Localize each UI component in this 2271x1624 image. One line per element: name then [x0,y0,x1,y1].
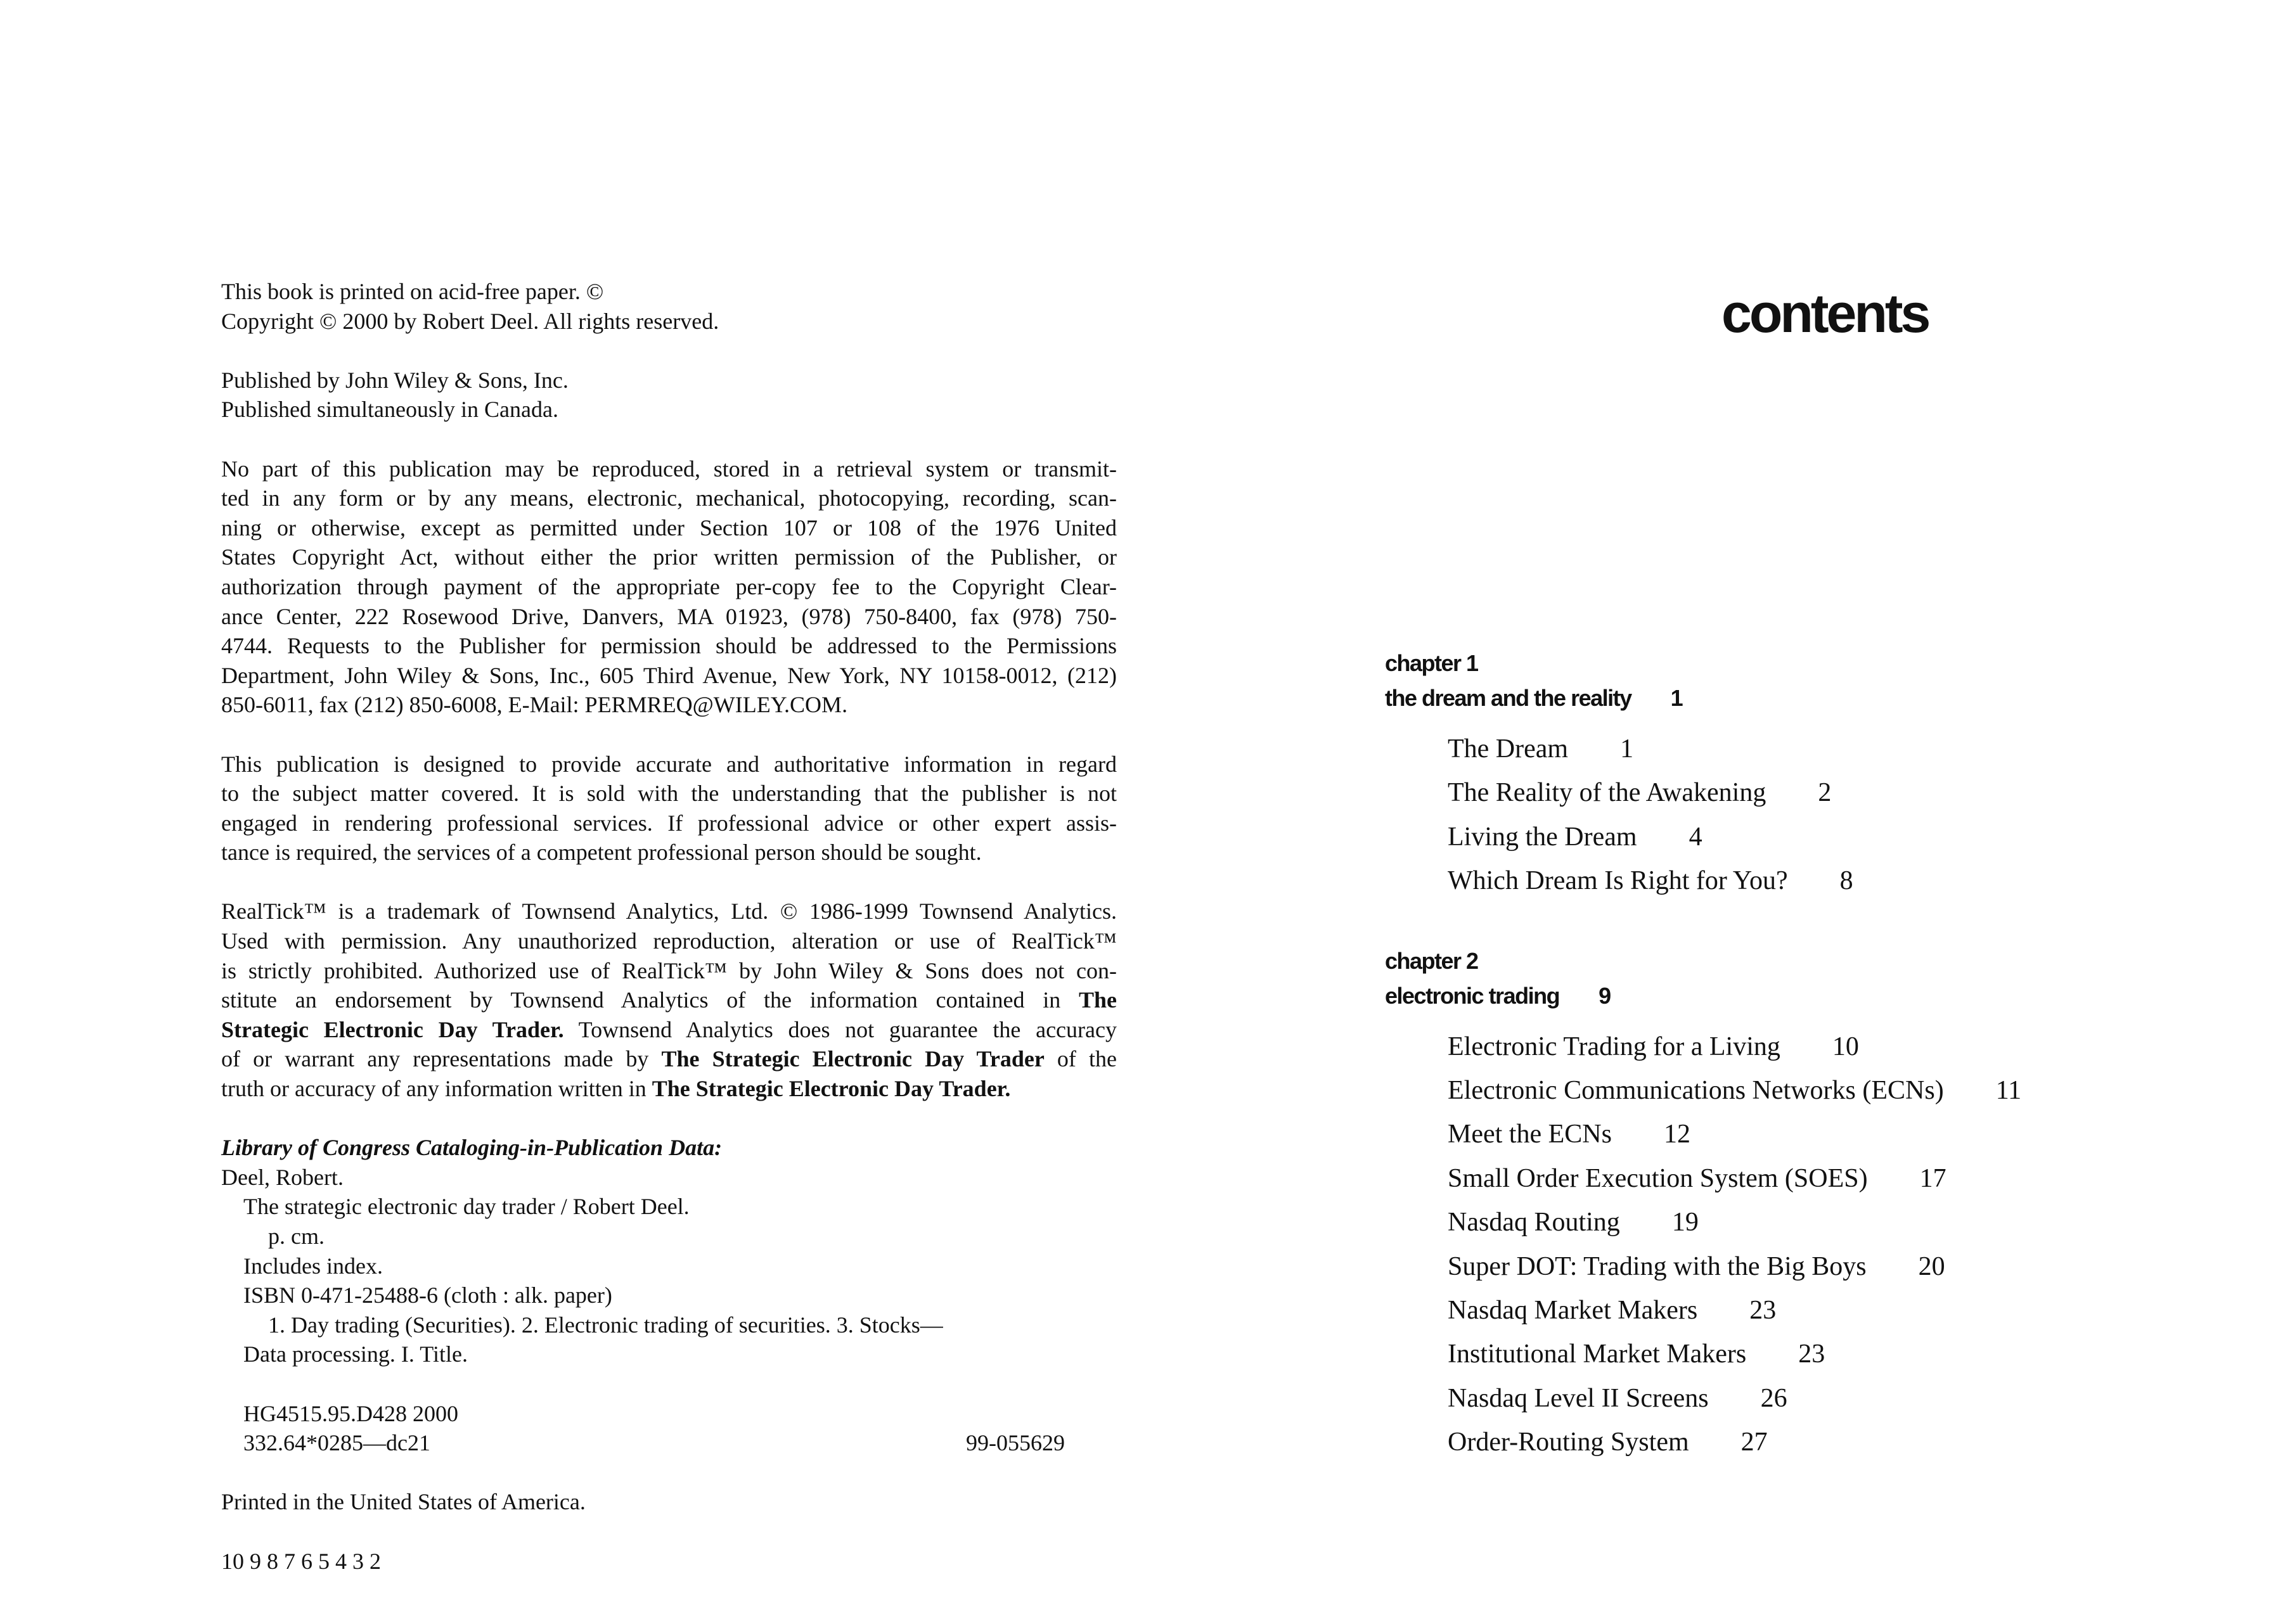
text-line [221,1044,1117,1074]
book-title-bold: Strategic Electronic Day Trader. [221,1016,564,1042]
text-line [221,1428,1117,1458]
text-run: ISBN 0-471-25488-6 (cloth : alk. paper) [243,1282,612,1308]
section-page-number: 27 [1740,1428,1768,1457]
text-line [221,631,1117,661]
book-title-bold: The [1078,987,1117,1013]
copyright-page [221,277,1117,1576]
text-line [221,1192,1117,1222]
toc-entry[interactable] [1448,727,2021,771]
toc-entry[interactable] [1448,1421,2021,1464]
chapter-2 [1385,943,2021,1465]
text-line [221,1399,1117,1429]
text-line [221,602,1117,632]
section-page-number: 2 [1818,778,1832,808]
text-line [221,750,1117,779]
text-line [221,809,1117,838]
paragraph-spacer [221,336,1117,366]
text-line [221,366,1117,395]
section-page-number: 4 [1689,822,1702,852]
chapter-page-number: 1 [1670,685,1683,711]
text-run: ance Center, 222 Rosewood Drive, Danvers, MA 01923, (978) 750-8400, fax (978) 750- [221,603,1117,629]
text-run: HG4515.95.D428 2000 [243,1400,458,1426]
text-run: stitute an endorsement by Townsend Analytics of the information contained in [221,987,1079,1013]
text-line [221,779,1117,809]
text-line [221,1015,1117,1045]
text-run: This publication is designed to provide accurate and authoritative information in regard [221,751,1117,777]
text-run: Townsend Analytics does not guarantee the accuracy [563,1016,1117,1042]
reproduction-notice [221,454,1117,720]
section-title: Nasdaq Level II Screens [1448,1383,1709,1413]
toc-entry[interactable] [1448,859,2021,903]
text-line [221,1163,1117,1192]
chapter-label: chapter 2 [1385,947,1478,974]
text-run: 10 9 8 7 6 5 4 3 2 [221,1548,381,1574]
text-run: of the [1044,1046,1117,1072]
printing-line [221,1547,1117,1576]
text-line [221,661,1117,691]
section-page-number: 12 [1663,1120,1690,1149]
text-run: ted in any form or by any means, electronic, mechanical, photocopying, recording, scan- [221,485,1117,511]
section-list [1448,727,2021,904]
toc-entry[interactable] [1448,1157,2021,1201]
section-page-number: 20 [1918,1251,1945,1281]
chapter-page-number: 9 [1599,982,1612,1009]
section-page-number: 26 [1760,1383,1787,1413]
text-run: Includes index. [243,1253,383,1279]
chapter-label: chapter 1 [1385,650,1478,676]
section-page-number: 23 [1749,1295,1777,1325]
section-title: Nasdaq Market Makers [1448,1295,1698,1325]
text-line [221,572,1117,602]
section-title: Meet the ECNs [1448,1120,1612,1149]
text-line [221,1369,1117,1399]
text-run: This book is printed on acid-free paper. © [221,279,604,304]
text-line [221,838,1117,867]
chapter-title-text: the dream and the reality [1385,685,1631,711]
printed-in [221,1487,1117,1517]
toc-entry[interactable] [1448,1069,2021,1113]
text-line [221,1487,1117,1517]
text-run: ning or otherwise, except as permitted under Section 107 or 108 of the 1976 United [221,515,1117,540]
section-list [1448,1025,2021,1465]
text-run: 332.64*0285—dc21 [243,1430,430,1456]
paragraph-spacer [221,1104,1117,1134]
toc-entry[interactable] [1448,1025,2021,1069]
text-line [221,897,1117,926]
text-line [221,1339,1117,1369]
paragraph-spacer [221,720,1117,750]
text-run: is strictly prohibited. Authorized use of RealTick™ by John Wiley & Sons does not con- [221,957,1117,983]
section-page-number: 1 [1620,734,1634,764]
text-run: RealTick™ is a trademark of Townsend Analytics, Ltd. © 1986-1999 Townsend Analytics. [221,898,1117,924]
text-line [221,985,1117,1015]
disclaimer [221,750,1117,867]
text-run: Copyright © 2000 by Robert Deel. All rights reserved. [221,308,719,334]
text-run: Department, John Wiley & Sons, Inc., 605 Third Avenue, New York, NY 10158-0012, (212) [221,662,1117,688]
toc-entry[interactable] [1448,1201,2021,1244]
section-title: Institutional Market Makers [1448,1339,1747,1369]
text-run: The strategic electronic day trader / Robert Deel. [243,1194,690,1220]
toc-entry[interactable] [1448,771,2021,815]
paragraph-spacer [221,425,1117,454]
text-line [221,1547,1117,1576]
printing-notice [221,277,1117,336]
section-title: Nasdaq Routing [1448,1208,1620,1237]
lccn-number: 99-055629 [966,1430,1065,1456]
text-run: Printed in the United States of America. [221,1489,586,1515]
text-run: 4744. Requests to the Publisher for permission should be addressed to the Permissions [221,633,1117,659]
text-line [221,1310,1117,1340]
text-run: truth or accuracy of any information written in [221,1076,652,1102]
text-line [221,1133,1117,1163]
text-line [221,1222,1117,1251]
text-run: Published by John Wiley & Sons, Inc. [221,367,569,393]
text-run: tance is required, the services of a competent professional person should be sought. [221,840,982,866]
text-run: 1. Day trading (Securities). 2. Electronic trading of securities. 3. Stocks— [268,1312,943,1338]
section-title: The Reality of the Awakening [1448,778,1766,808]
text-run: of or warrant any representations made by [221,1046,662,1072]
cip-heading: Library of Congress Cataloging-in-Publication Data: [221,1135,723,1161]
trademark-notice [221,897,1117,1103]
section-title: Which Dream Is Right for You? [1448,866,1788,896]
section-title: Small Order Execution System (SOES) [1448,1163,1868,1193]
text-run: Used with permission. Any unauthorized reproduction, alteration or use of RealTick™ [221,928,1117,954]
paragraph-spacer [221,1458,1117,1488]
text-line [221,1251,1117,1281]
paragraph-spacer [221,867,1117,897]
text-run: Data processing. I. Title. [243,1341,468,1367]
toc-entry[interactable] [1448,1245,2021,1289]
text-run: Deel, Robert. [221,1164,344,1190]
section-page-number: 19 [1671,1208,1699,1237]
publisher-info [221,366,1117,425]
section-page-number: 17 [1919,1163,1946,1193]
section-title: Living the Dream [1448,822,1637,852]
text-line [221,513,1117,543]
table-of-contents [1385,646,2021,1504]
text-line [221,277,1117,307]
text-run: to the subject matter covered. It is sold with the understanding that the publisher is not [221,781,1117,807]
text-run: No part of this publication may be reproduced, stored in a retrieval system or transmit- [221,456,1117,482]
section-page-number: 23 [1798,1339,1825,1369]
text-line [221,926,1117,956]
section-title: Super DOT: Trading with the Big Boys [1448,1251,1867,1281]
text-line [221,1074,1117,1104]
text-run: States Copyright Act, without either the prior written permission of the Publisher, or [221,544,1117,570]
chapter-title [1385,978,2021,1013]
section-page-number: 10 [1832,1032,1859,1061]
toc-entry[interactable] [1448,1333,2021,1376]
text-run: p. cm. [268,1224,325,1249]
contents-heading: contents [1721,283,1929,344]
toc-entry[interactable] [1448,1377,2021,1421]
text-line [221,542,1117,572]
section-title: Electronic Communications Networks (ECNs) [1448,1075,1944,1105]
text-line [221,307,1117,336]
section-page-number: 11 [1995,1075,2022,1105]
toc-entry[interactable] [1448,1289,2021,1333]
book-title-bold: The Strategic Electronic Day Trader. [652,1076,1011,1102]
text-run: 850-6011, fax (212) 850-6008, E-Mail: PERMREQ@WILEY.COM. [221,692,848,718]
text-line [221,1281,1117,1310]
chapter-1 [1385,646,2021,904]
text-run: authorization through payment of the appropriate per-copy fee to the Copyright Clear- [221,573,1117,599]
text-line [221,690,1117,720]
text-line [221,454,1117,484]
text-run: Published simultaneously in Canada. [221,397,558,423]
text-line [221,395,1117,425]
toc-entry[interactable] [1448,815,2021,859]
text-run: engaged in rendering professional services. If professional advice or other expert assis- [221,810,1117,836]
toc-entry[interactable] [1448,1113,2021,1156]
book-title-bold: The Strategic Electronic Day Trader [661,1046,1045,1072]
section-title: The Dream [1448,734,1569,764]
chapter-title [1385,681,2021,715]
cip-data [221,1133,1117,1458]
chapter-title-text: electronic trading [1385,982,1560,1009]
section-page-number: 8 [1839,866,1853,896]
section-title: Electronic Trading for a Living [1448,1032,1780,1061]
text-line [221,956,1117,986]
section-title: Order-Routing System [1448,1428,1689,1457]
paragraph-spacer [221,1517,1117,1547]
text-line [221,483,1117,513]
